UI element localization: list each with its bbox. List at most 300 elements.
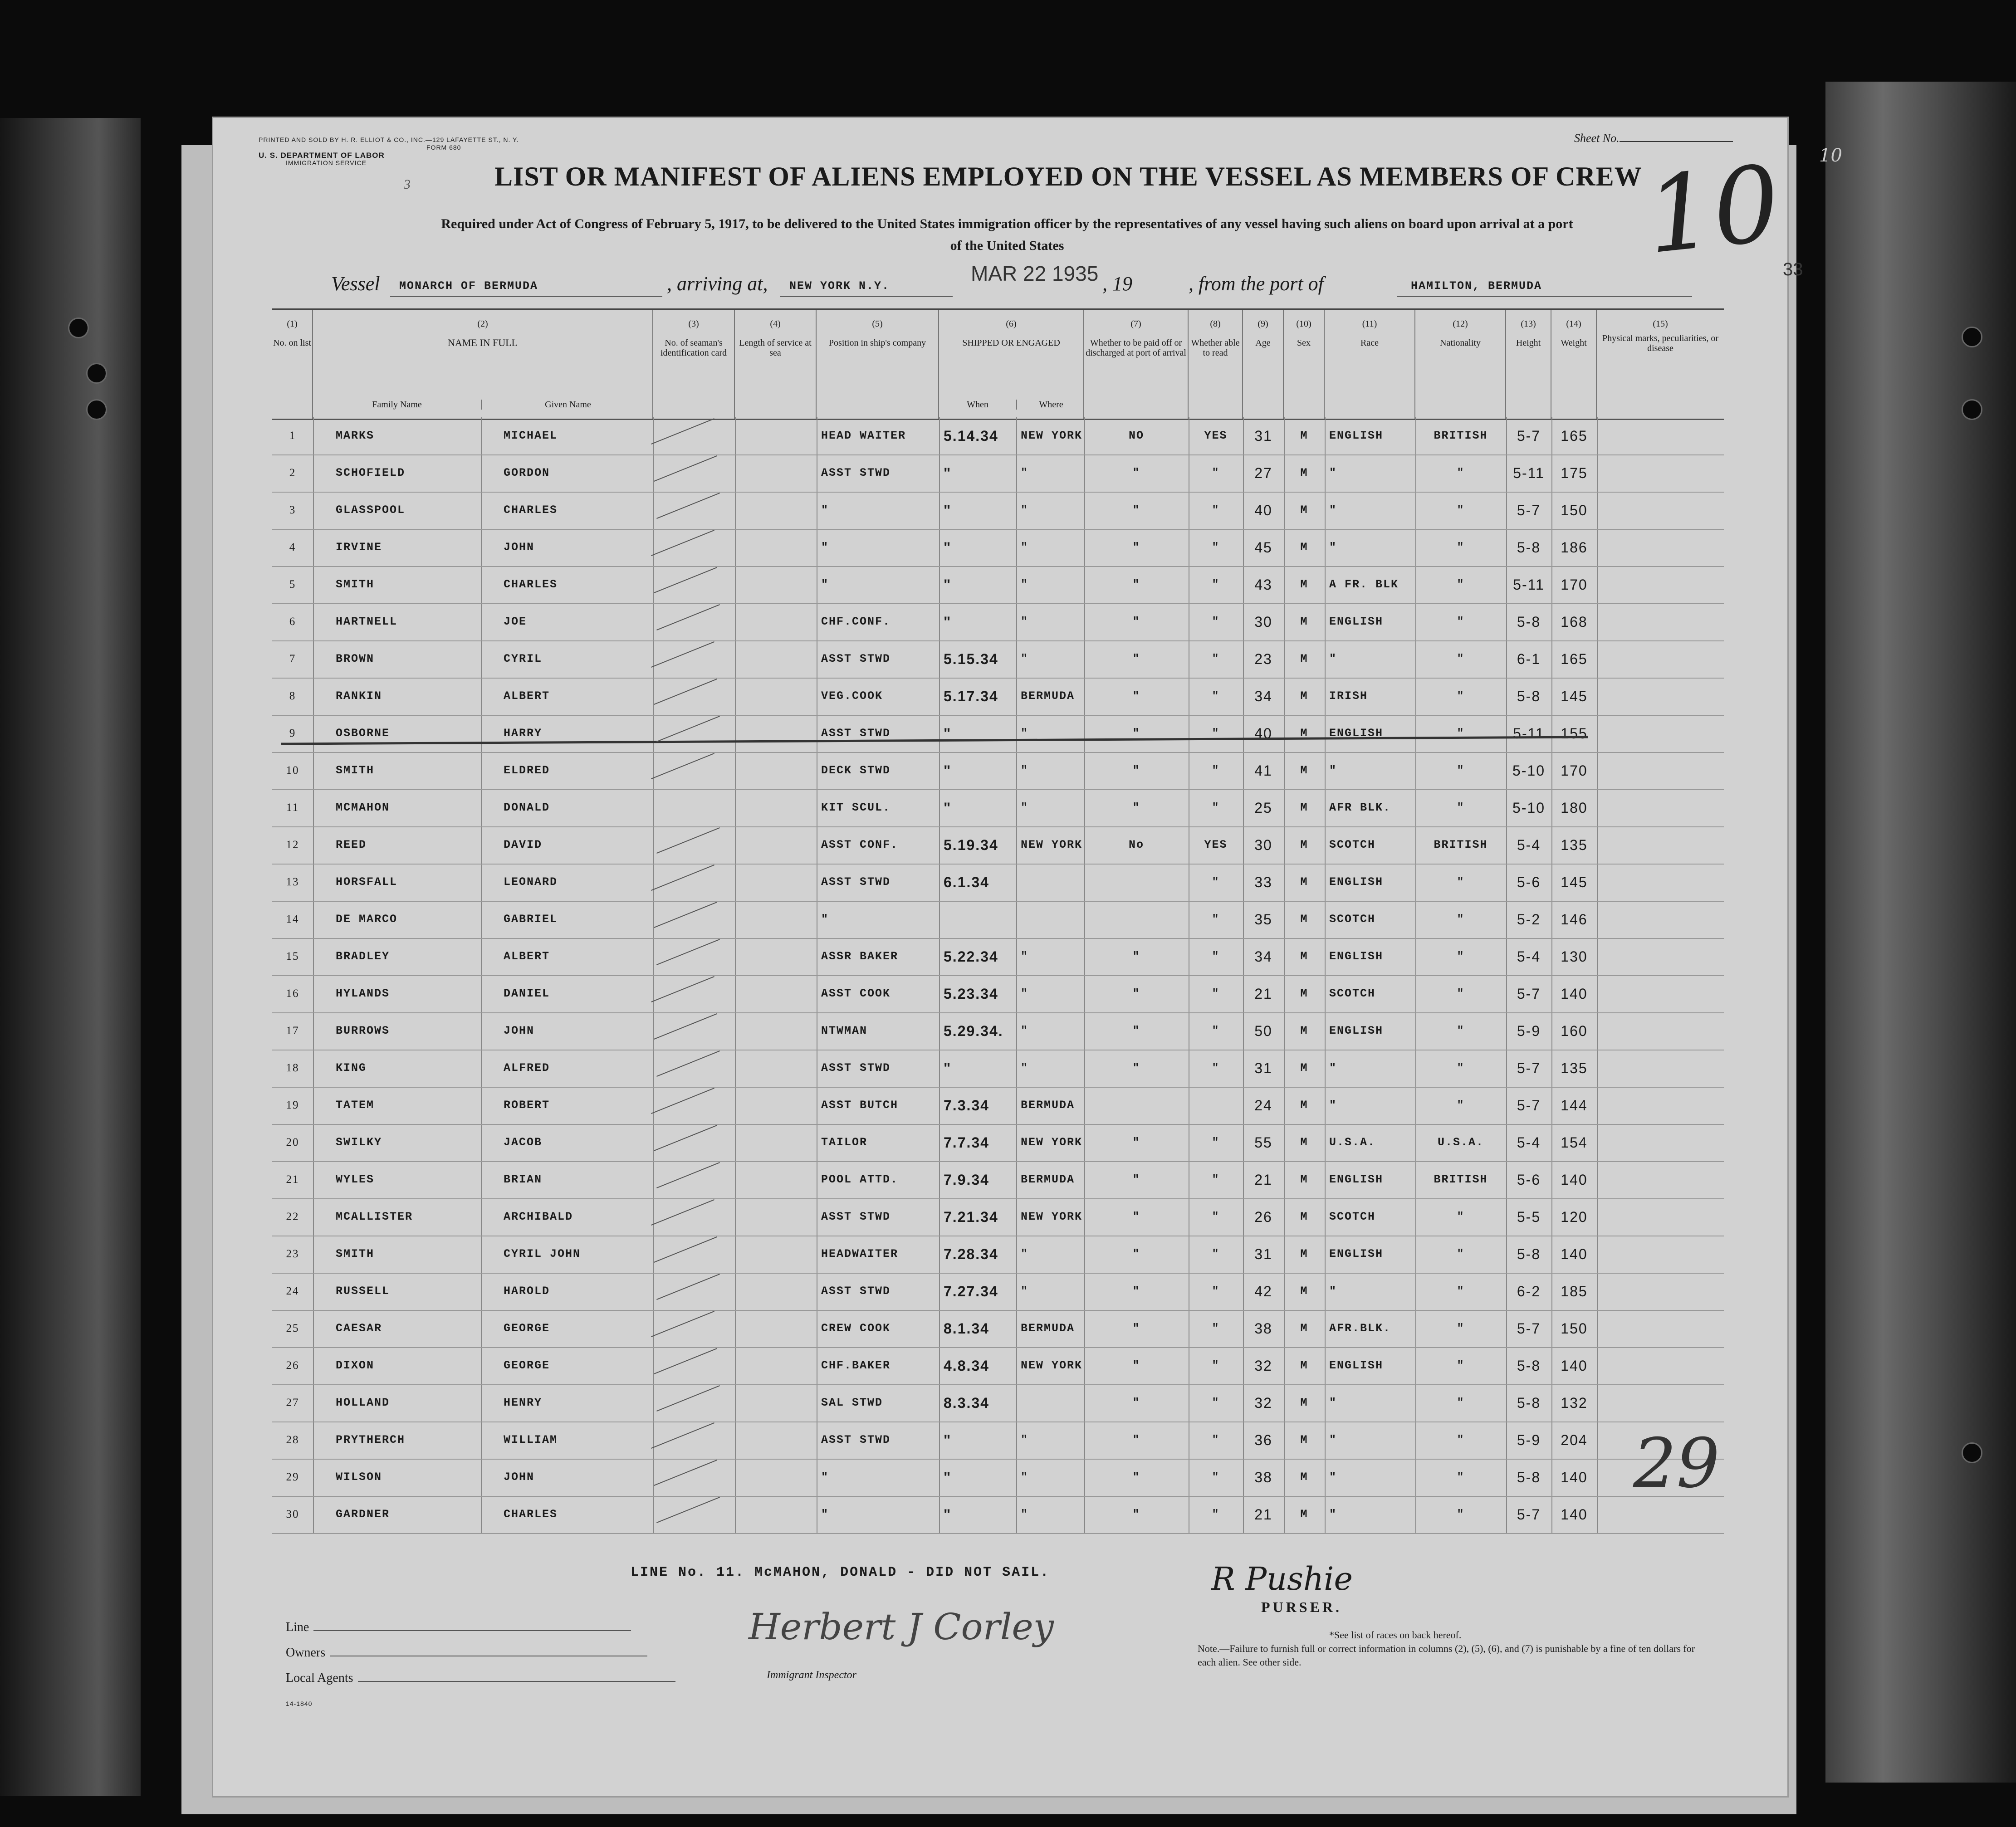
col-read-header	[1189, 310, 1243, 419]
shipped-where: "	[1021, 541, 1029, 554]
sex: M	[1300, 1024, 1308, 1037]
shipped-where: BERMUDA	[1021, 1099, 1075, 1112]
height: 5-7	[1517, 986, 1541, 1002]
col-label: SHIPPED OR ENGAGED	[962, 338, 1060, 348]
sheet-number	[1574, 132, 1733, 145]
nationality: "	[1457, 615, 1465, 628]
footer-fields	[286, 1615, 675, 1716]
weight: 140	[1561, 1246, 1588, 1262]
shipped-where: NEW YORK	[1021, 1359, 1083, 1372]
height: 5-8	[1517, 1469, 1541, 1485]
able-to-read: "	[1212, 1508, 1220, 1521]
nationality: "	[1457, 503, 1465, 517]
col-paid-header	[1084, 310, 1189, 419]
given-name: JOHN	[504, 541, 535, 554]
position: KIT SCUL.	[821, 801, 891, 814]
position: ASST STWD	[821, 466, 891, 479]
shipped-where: "	[1021, 1247, 1029, 1260]
shipped-when: 7.27.34	[944, 1283, 998, 1299]
able-to-read: "	[1212, 1396, 1220, 1409]
owners-label: Owners	[286, 1646, 326, 1660]
weight: 140	[1561, 1358, 1588, 1374]
col-number: (9)	[1258, 319, 1268, 329]
shipped-when: "	[944, 800, 952, 816]
given-name: JOE	[504, 615, 527, 628]
arriving-port: NEW YORK N.Y.	[789, 279, 890, 293]
subtitle-line: of the United States	[950, 238, 1064, 253]
underline	[1397, 296, 1692, 297]
sex: M	[1300, 1136, 1308, 1149]
paid-off	[1084, 864, 1189, 901]
row-number: 14	[286, 913, 299, 925]
position: ASST STWD	[821, 1433, 891, 1446]
shipped-when: "	[944, 1469, 952, 1485]
shipped-where: NEW YORK	[1021, 429, 1083, 442]
weight: 155	[1561, 725, 1588, 742]
nationality: "	[1457, 950, 1465, 963]
col-service-header	[735, 310, 817, 419]
page-title: LIST OR MANIFEST OF ALIENS EMPLOYED ON THE VESSEL AS MEMBERS OF CREW	[494, 161, 1642, 191]
shipped-where: "	[1021, 801, 1029, 814]
weight: 168	[1561, 614, 1588, 630]
age: 21	[1254, 1172, 1272, 1188]
shipped-when: "	[944, 539, 952, 556]
table-row	[272, 864, 1724, 902]
table-row	[272, 752, 1724, 790]
row-number: 3	[289, 504, 296, 516]
given-name: MICHAEL	[504, 429, 558, 442]
col-weight-header	[1551, 310, 1597, 419]
shipped-when: "	[944, 1060, 952, 1076]
race: SCOTCH	[1329, 1210, 1376, 1223]
height: 5-10	[1512, 800, 1546, 816]
given-name: ELDRED	[504, 764, 550, 777]
height: 5-5	[1517, 1209, 1541, 1225]
able-to-read: "	[1212, 503, 1220, 517]
line-label: Line	[286, 1620, 309, 1634]
inspector-signature: Herbert J Corley	[749, 1606, 1054, 1648]
binder-hole	[86, 363, 107, 384]
binder-hole	[86, 399, 107, 420]
sex: M	[1300, 1099, 1308, 1112]
nationality: "	[1457, 578, 1465, 591]
paid-off: "	[1132, 1061, 1140, 1075]
nationality: "	[1457, 689, 1465, 703]
shipped-where	[1021, 1384, 1084, 1422]
row-number: 18	[286, 1062, 299, 1074]
given-name: GEORGE	[504, 1322, 550, 1335]
from-port: HAMILTON, BERMUDA	[1411, 279, 1542, 293]
paid-off	[1084, 901, 1189, 938]
from-label: , from the port of	[1189, 273, 1324, 295]
height: 5-7	[1517, 1320, 1541, 1337]
race: A FR. BLK	[1329, 578, 1399, 591]
agents-field	[286, 1666, 675, 1691]
shipped-when: "	[944, 576, 952, 593]
nationality: "	[1457, 913, 1465, 926]
family-name: KING	[336, 1061, 367, 1075]
able-to-read: "	[1212, 875, 1220, 889]
given-name: BRIAN	[504, 1173, 543, 1186]
printer-info	[259, 136, 519, 167]
able-to-read: "	[1212, 1433, 1220, 1446]
table-row	[272, 640, 1724, 679]
shipped-when: "	[944, 502, 952, 518]
sex: M	[1300, 1061, 1308, 1075]
position: "	[821, 913, 829, 926]
age: 43	[1254, 576, 1272, 593]
paid-off: "	[1132, 541, 1140, 554]
weight: 140	[1561, 986, 1588, 1002]
height: 5-11	[1513, 725, 1545, 742]
shipped-where: "	[1021, 764, 1029, 777]
family-name: REED	[336, 838, 367, 851]
table-row	[272, 678, 1724, 716]
line-field	[286, 1615, 675, 1640]
age: 38	[1254, 1469, 1272, 1485]
shipped-when: 8.1.34	[944, 1320, 989, 1337]
race: ENGLISH	[1329, 1359, 1384, 1372]
owners-field	[286, 1640, 675, 1666]
age: 21	[1254, 1506, 1272, 1523]
shipped-when: 5.15.34	[944, 651, 998, 667]
able-to-read: "	[1212, 1173, 1220, 1186]
row-number: 12	[286, 839, 299, 851]
position: ASST CONF.	[821, 838, 899, 851]
age: 50	[1254, 1023, 1272, 1039]
page-subtitle	[327, 213, 1688, 257]
col-number: (14)	[1566, 319, 1581, 329]
given-name: CHARLES	[504, 503, 558, 517]
able-to-read: "	[1212, 801, 1220, 814]
position: TAILOR	[821, 1136, 868, 1149]
shipped-where	[1021, 901, 1084, 938]
col-number: (13)	[1521, 319, 1536, 329]
shipped-when: "	[944, 1506, 952, 1523]
weight: 145	[1561, 874, 1588, 890]
family-name: IRVINE	[336, 541, 382, 554]
race: "	[1329, 1508, 1337, 1521]
table-row	[272, 1124, 1724, 1162]
shipped-where: "	[1021, 652, 1029, 665]
shipped-where	[1021, 864, 1084, 901]
nationality: "	[1457, 1024, 1465, 1037]
paid-off: "	[1132, 615, 1140, 628]
height: 6-2	[1517, 1283, 1541, 1299]
shipped-when: 5.29.34.	[944, 1023, 1003, 1039]
given-name: JOHN	[504, 1470, 535, 1484]
family-name: BURROWS	[336, 1024, 390, 1037]
race: ENGLISH	[1329, 950, 1384, 963]
weight: 165	[1561, 651, 1588, 667]
height: 5-2	[1517, 911, 1541, 928]
weight: 146	[1561, 911, 1588, 928]
given-name: JACOB	[504, 1136, 543, 1149]
sex: M	[1300, 1470, 1308, 1484]
family-name: HARTNELL	[336, 615, 398, 628]
shipped-where: "	[1021, 987, 1029, 1000]
race: "	[1329, 1285, 1337, 1298]
position: VEG.COOK	[821, 689, 883, 703]
shipped-where: BERMUDA	[1021, 1322, 1075, 1335]
given-name: ROBERT	[504, 1099, 550, 1112]
age: 26	[1254, 1209, 1272, 1225]
table-row	[272, 1050, 1724, 1088]
nationality: "	[1457, 1247, 1465, 1260]
family-name: GLASSPOOL	[336, 503, 406, 517]
col-number: (12)	[1453, 319, 1468, 329]
col-label: Whether to be paid off or discharged at port of arrival	[1086, 338, 1186, 358]
age: 31	[1254, 1246, 1272, 1262]
sex: M	[1300, 652, 1308, 665]
service-name: IMMIGRATION SERVICE	[286, 159, 367, 166]
row-number: 11	[286, 801, 299, 814]
weight: 170	[1561, 762, 1588, 779]
sex: M	[1300, 1508, 1308, 1521]
sex: M	[1300, 578, 1308, 591]
paid-off: "	[1132, 1285, 1140, 1298]
row-number: 21	[286, 1173, 299, 1186]
paid-off: NO	[1128, 429, 1144, 442]
family-name: OSBORNE	[336, 727, 390, 740]
shipped-when: 7.7.34	[944, 1134, 989, 1151]
family-name: WILSON	[336, 1470, 382, 1484]
family-name: HORSFALL	[336, 875, 398, 889]
table-row	[272, 603, 1724, 641]
height: 5-9	[1517, 1023, 1541, 1039]
family-name: BROWN	[336, 652, 375, 665]
height: 5-8	[1517, 1395, 1541, 1411]
col-sex-header	[1284, 310, 1325, 419]
nationality: "	[1457, 764, 1465, 777]
able-to-read: "	[1212, 615, 1220, 628]
age: 23	[1254, 651, 1272, 667]
col-number: (11)	[1362, 319, 1377, 329]
race: ENGLISH	[1329, 429, 1384, 442]
nationality: "	[1457, 875, 1465, 889]
family-name: SMITH	[336, 1247, 375, 1260]
paid-off: "	[1132, 1396, 1140, 1409]
nationality: "	[1457, 801, 1465, 814]
sex: M	[1300, 1359, 1308, 1372]
given-name: ALFRED	[504, 1061, 550, 1075]
position: "	[821, 1470, 829, 1484]
handwritten-sheet-number: 10	[1640, 143, 1786, 278]
given-name: JOHN	[504, 1024, 535, 1037]
given-name: DANIEL	[504, 987, 550, 1000]
family-name: DIXON	[336, 1359, 375, 1372]
age: 45	[1254, 539, 1272, 556]
table-row	[272, 938, 1724, 976]
sex: M	[1300, 987, 1308, 1000]
sex: M	[1300, 1247, 1308, 1260]
shipped-when: 6.1.34	[944, 874, 989, 890]
row-number: 4	[289, 541, 296, 553]
paid-off: "	[1132, 1359, 1140, 1372]
given-name: GEORGE	[504, 1359, 550, 1372]
race: ENGLISH	[1329, 1024, 1384, 1037]
row-number: 15	[286, 950, 299, 962]
given-name: GORDON	[504, 466, 550, 479]
col-number: (10)	[1296, 319, 1311, 329]
col-number: (8)	[1210, 319, 1221, 329]
inspector-label: Immigrant Inspector	[767, 1669, 856, 1681]
did-not-sail-note: LINE No. 11. McMAHON, DONALD - DID NOT SAIL.	[631, 1565, 1050, 1580]
paid-off: "	[1132, 727, 1140, 740]
age: 38	[1254, 1320, 1272, 1337]
col-label: Race	[1360, 338, 1379, 348]
sex: M	[1300, 541, 1308, 554]
age: 30	[1254, 837, 1272, 853]
col-label: Height	[1516, 338, 1541, 348]
race: "	[1329, 1396, 1337, 1409]
able-to-read: YES	[1204, 429, 1228, 442]
row-number: 5	[289, 578, 296, 591]
family-name: RUSSELL	[336, 1285, 390, 1298]
table-row	[272, 1236, 1724, 1274]
nationality: "	[1457, 1470, 1465, 1484]
family-name: SCHOFIELD	[336, 466, 406, 479]
nationality: "	[1457, 652, 1465, 665]
table-row	[272, 789, 1724, 827]
shipped-when: 5.22.34	[944, 948, 998, 965]
able-to-read: "	[1212, 541, 1220, 554]
col-label: Age	[1255, 338, 1271, 348]
paid-off: "	[1132, 1024, 1140, 1037]
paid-off: "	[1132, 1136, 1140, 1149]
age: 55	[1254, 1134, 1272, 1151]
races-note: *See list of races on back hereof.	[1329, 1629, 1462, 1641]
nationality: BRITISH	[1434, 838, 1488, 851]
able-to-read: "	[1212, 1136, 1220, 1149]
height: 5-7	[1517, 502, 1541, 518]
position: ASST COOK	[821, 987, 891, 1000]
shipped-when	[944, 901, 1021, 938]
position: "	[821, 578, 829, 591]
weight: 180	[1561, 800, 1588, 816]
shipped-where: NEW YORK	[1021, 838, 1083, 851]
row-number: 7	[289, 653, 296, 665]
shipped-when: 7.21.34	[944, 1209, 998, 1225]
shipped-where: "	[1021, 727, 1029, 740]
family-name: MCALLISTER	[336, 1210, 413, 1223]
able-to-read: "	[1212, 913, 1220, 926]
sex: M	[1300, 429, 1308, 442]
col-number: (1)	[287, 319, 298, 329]
col-marks-header	[1597, 310, 1724, 419]
blank-line	[313, 1630, 631, 1631]
sex: M	[1300, 503, 1308, 517]
paid-off: "	[1132, 1470, 1140, 1484]
row-number: 27	[286, 1397, 299, 1409]
sex: M	[1300, 727, 1308, 740]
table-row	[272, 1384, 1724, 1422]
family-name: CAESAR	[336, 1322, 382, 1335]
race: "	[1329, 541, 1337, 554]
shipped-when: "	[944, 725, 952, 742]
sex: M	[1300, 689, 1308, 703]
weight: 145	[1561, 688, 1588, 704]
paid-off: "	[1132, 1433, 1140, 1446]
paid-off: "	[1132, 1508, 1140, 1521]
table-row	[272, 1161, 1724, 1199]
table-row	[272, 975, 1724, 1013]
when-label: When	[967, 400, 988, 410]
age: 36	[1254, 1432, 1272, 1448]
purser-signature: R Pushie	[1211, 1560, 1353, 1597]
weight: 144	[1561, 1097, 1588, 1114]
agents-label: Local Agents	[286, 1671, 353, 1685]
paid-off: "	[1132, 503, 1140, 517]
family-name: RANKIN	[336, 689, 382, 703]
weight: 185	[1561, 1283, 1588, 1299]
fine-note: Note.—Failure to furnish full or correct information in columns (2), (5), (6), and (7) is punishable by a fine of ten dollars for each alien. See other side.	[1198, 1643, 1695, 1668]
col-number: (4)	[770, 319, 781, 329]
sex: M	[1300, 466, 1308, 479]
given-name: WILLIAM	[504, 1433, 558, 1446]
family-name: SMITH	[336, 578, 375, 591]
height: 5-11	[1513, 576, 1545, 593]
sex: M	[1300, 913, 1308, 926]
shipped-where: "	[1021, 1285, 1029, 1298]
where-label: Where	[1016, 400, 1085, 410]
age: 31	[1254, 428, 1272, 444]
col-label: Sex	[1297, 338, 1311, 348]
purser-label: PURSER.	[1261, 1599, 1342, 1615]
race: "	[1329, 652, 1337, 665]
given-name: CYRIL	[504, 652, 543, 665]
shipped-where: NEW YORK	[1021, 1210, 1083, 1223]
col-number: (15)	[1653, 319, 1668, 329]
sex: M	[1300, 1396, 1308, 1409]
table-row	[272, 1496, 1724, 1534]
col-position-header	[817, 310, 939, 419]
height: 5-7	[1517, 428, 1541, 444]
shipped-when: 7.9.34	[944, 1172, 989, 1188]
col-label: Whether able to read	[1191, 338, 1240, 358]
family-name: DE MARCO	[336, 913, 398, 926]
given-name: HAROLD	[504, 1285, 550, 1298]
family-name: SWILKY	[336, 1136, 382, 1149]
sex: M	[1300, 950, 1308, 963]
race: "	[1329, 1061, 1337, 1075]
sex: M	[1300, 615, 1308, 628]
shipped-where: "	[1021, 466, 1029, 479]
col-nationality-header	[1415, 310, 1506, 419]
table-row	[272, 715, 1724, 753]
paid-off: "	[1132, 1322, 1140, 1335]
given-name-label: Given Name	[481, 400, 654, 410]
position: DECK STWD	[821, 764, 891, 777]
col-label: Nationality	[1440, 338, 1481, 348]
position: ASST STWD	[821, 727, 891, 740]
shipped-when: 5.19.34	[944, 837, 998, 853]
col-height-header	[1506, 310, 1551, 419]
able-to-read: "	[1212, 950, 1220, 963]
row-number: 23	[286, 1248, 299, 1260]
shipped-when: "	[944, 1432, 952, 1448]
sex: M	[1300, 1322, 1308, 1335]
sex: M	[1300, 838, 1308, 851]
nationality: "	[1457, 1322, 1465, 1335]
binder-hole	[1962, 327, 1982, 347]
nationality: BRITISH	[1434, 429, 1488, 442]
table-row	[272, 492, 1724, 530]
nationality: BRITISH	[1434, 1173, 1488, 1186]
position: NTWMAN	[821, 1024, 868, 1037]
col-race-header	[1325, 310, 1415, 419]
shipped-where: NEW YORK	[1021, 1136, 1083, 1149]
